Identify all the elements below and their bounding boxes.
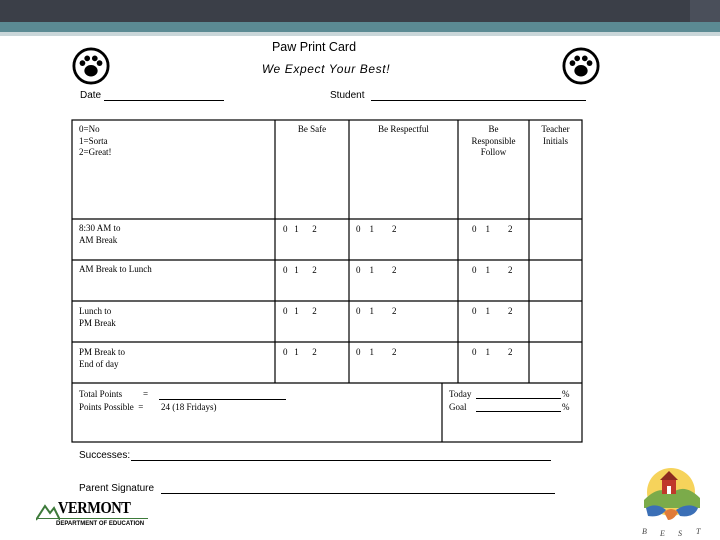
row-label-line: PM Break bbox=[79, 317, 116, 328]
percent-sign: % bbox=[562, 389, 570, 399]
safe-scale[interactable]: 0 1 2 bbox=[283, 306, 317, 316]
header-line: Responsible bbox=[471, 135, 516, 146]
responsible-scale[interactable]: 0 1 2 bbox=[472, 306, 513, 316]
best-letter: T bbox=[696, 527, 701, 536]
parent-signature-label: Parent Signature bbox=[79, 483, 155, 494]
row-label-line: Lunch to bbox=[79, 306, 112, 316]
row-label-pm-break bbox=[79, 347, 125, 370]
total-points-equals: = bbox=[143, 389, 149, 399]
vermont-dept-education-logo bbox=[36, 498, 156, 532]
card-title: Paw Print Card bbox=[271, 40, 357, 54]
logo-divider bbox=[38, 518, 148, 519]
header-line: Teacher bbox=[541, 124, 570, 134]
safe-scale[interactable]: 0 1 2 bbox=[283, 265, 317, 275]
row-label-am-break bbox=[79, 264, 152, 276]
today-label: Today bbox=[449, 389, 472, 399]
respectful-scale[interactable]: 0 1 2 bbox=[356, 306, 397, 316]
student-label: Student bbox=[330, 90, 365, 101]
responsible-scale[interactable]: 0 1 2 bbox=[472, 347, 513, 357]
today-percent-field[interactable] bbox=[476, 398, 561, 399]
safe-scale[interactable]: 0 1 2 bbox=[283, 347, 317, 357]
header-line: Be bbox=[488, 124, 499, 134]
responsible-scale[interactable]: 0 1 2 bbox=[472, 224, 513, 234]
row-label-line: End of day bbox=[79, 358, 119, 369]
best-school-logo bbox=[630, 462, 712, 538]
best-letter: B bbox=[642, 527, 647, 536]
row-label-line: AM Break bbox=[79, 234, 118, 245]
percent-sign: % bbox=[562, 402, 570, 412]
header-line: Follow bbox=[480, 147, 507, 157]
respectful-scale[interactable]: 0 1 2 bbox=[356, 224, 397, 234]
responsible-scale[interactable]: 0 1 2 bbox=[472, 265, 513, 275]
card-subtitle: We Expect Your Best! bbox=[261, 62, 391, 76]
vermont-wordmark: VERMONT bbox=[58, 498, 131, 517]
header-be-respectful: Be Respectful bbox=[378, 124, 429, 134]
row-label-line: AM Break to Lunch bbox=[79, 264, 152, 274]
header-be-responsible bbox=[458, 124, 529, 159]
header-be-safe: Be Safe bbox=[297, 124, 327, 134]
row-label-line: 8:30 AM to bbox=[79, 223, 121, 233]
respectful-scale[interactable]: 0 1 2 bbox=[356, 347, 397, 357]
goal-percent-field[interactable] bbox=[476, 411, 561, 412]
score-key-line: 0=No bbox=[79, 124, 100, 134]
header-line: Initials bbox=[543, 135, 568, 146]
score-key bbox=[79, 124, 112, 159]
score-key-line: 1=Sorta bbox=[79, 135, 108, 146]
total-points-field[interactable] bbox=[159, 399, 286, 400]
row-label-morning bbox=[79, 223, 121, 246]
safe-scale[interactable]: 0 1 2 bbox=[283, 224, 317, 234]
date-label: Date bbox=[80, 90, 102, 101]
parent-signature-field[interactable] bbox=[161, 493, 555, 494]
points-possible-value: 24 (18 Fridays) bbox=[161, 402, 217, 412]
score-key-line: 2=Great! bbox=[79, 147, 112, 157]
header-teacher-initials bbox=[529, 124, 582, 147]
best-letter: S bbox=[678, 529, 682, 538]
respectful-scale[interactable]: 0 1 2 bbox=[356, 265, 397, 275]
successes-field[interactable] bbox=[131, 460, 551, 461]
points-possible-label: Points Possible = bbox=[79, 402, 144, 412]
row-label-line: PM Break to bbox=[79, 347, 125, 357]
row-label-lunch bbox=[79, 306, 116, 329]
total-points-label: Total Points bbox=[79, 389, 123, 399]
best-letter: E bbox=[660, 529, 665, 538]
goal-label: Goal bbox=[449, 402, 467, 412]
successes-label: Successes: bbox=[79, 450, 131, 461]
vermont-department-text: DEPARTMENT OF EDUCATION bbox=[56, 521, 145, 527]
